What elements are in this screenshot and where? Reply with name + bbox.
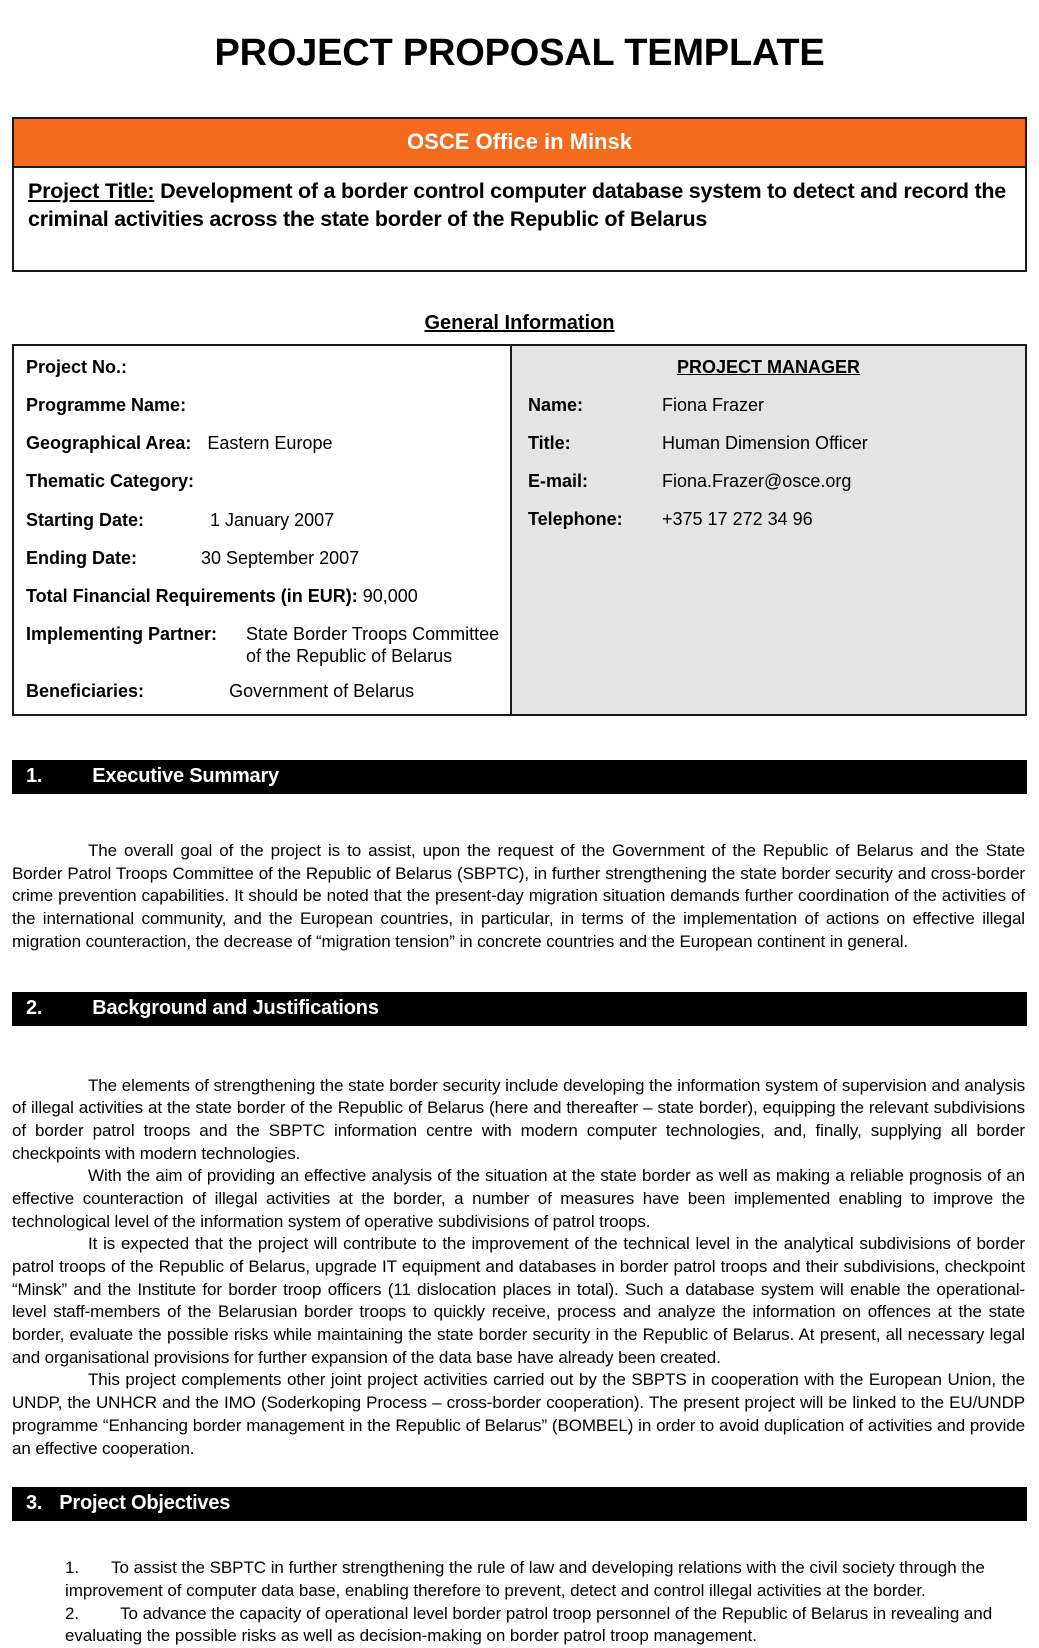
general-information-table <box>12 344 1027 716</box>
section-3-objectives-list <box>12 1557 1025 1648</box>
project-manager-email-label: E-mail: <box>528 470 589 491</box>
section-header-project-objectives <box>12 1487 1027 1521</box>
field-implementing-partner <box>26 624 510 666</box>
field-geographical-area-value: Eastern Europe <box>207 433 333 454</box>
field-beneficiaries <box>26 681 510 702</box>
project-manager-heading-text: PROJECT MANAGER <box>676 356 860 377</box>
field-thematic-category <box>26 471 510 492</box>
field-geographical-area <box>26 433 510 454</box>
objective-2-number: 2. <box>65 1603 80 1623</box>
section-1-number: 1. <box>26 765 43 788</box>
project-manager-email-value: Fiona.Frazer@osce.org <box>662 470 852 491</box>
project-manager-telephone-row <box>512 509 1025 530</box>
field-total-financial-requirements <box>26 586 510 607</box>
section-2-paragraph-3: It is expected that the project will contribute to the improvement of the technical level in the analytical subdivisions of border patrol troops of the Republic of Belarus, upgrade IT equipment and databases in border patrol troops and their subdivisions, checkpoint “Minsk” and the Institute for border troop officers (11 dislocation places in total). Such a database system will enable the operational-level staff-members of the Belarusian border troops to quickly receive, process and analyze the information on offences at the state border, evaluate the possible risks while maintaining the state border security in the Republic of Belarus. At present, all necessary legal and organisational provisions for further expansion of the data base have already been created. <box>12 1234 1025 1367</box>
project-manager-telephone-label: Telephone: <box>528 508 623 529</box>
field-implementing-partner-value: State Border Troops Committee of the Republic of Belarus <box>246 624 500 666</box>
project-title-block <box>12 117 1027 272</box>
objective-1-number: 1. <box>65 1558 80 1578</box>
section-3-name: Project Objectives <box>59 1492 231 1515</box>
general-information-heading <box>12 312 1027 335</box>
section-3-number: 3. <box>26 1492 43 1515</box>
project-manager-telephone-value: +375 17 272 34 96 <box>662 508 813 529</box>
section-header-executive-summary <box>12 760 1027 794</box>
field-geographical-area-label: Geographical Area: <box>26 433 192 454</box>
page-title: PROJECT PROPOSAL TEMPLATE <box>214 32 825 74</box>
project-manager-name-row <box>512 395 1025 416</box>
objective-item-2 <box>12 1603 1025 1648</box>
objective-item-1 <box>12 1557 1025 1602</box>
field-beneficiaries-label: Beneficiaries: <box>26 680 145 701</box>
field-programme-name <box>26 395 510 416</box>
field-ending-date-label: Ending Date: <box>26 547 137 568</box>
project-manager-panel <box>512 346 1025 714</box>
project-manager-heading <box>512 357 1025 378</box>
section-2-body <box>12 1075 1025 1461</box>
project-manager-email-row <box>512 471 1025 492</box>
section-header-background-and-justifications <box>12 992 1027 1026</box>
field-total-financial-requirements-value: 90,000 <box>357 586 418 607</box>
project-manager-name-label: Name: <box>528 394 584 415</box>
section-2-paragraph-1: The elements of strengthening the state border security include developing the information system of supervision and analysis of illegal activities at the state border of the Republic of Belarus (here and thereafter – state border), equipping the relevant subdivisions of border patrol troops and the SBPTC information centre with modern computer technologies, and, finally, supplying all border checkpoints with modern technologies. <box>12 1075 1025 1163</box>
field-starting-date-label: Starting Date: <box>26 509 145 530</box>
section-1-body <box>12 840 1025 953</box>
field-project-no <box>26 357 510 378</box>
section-2-paragraph-4: This project complements other joint project activities carried out by the SBPTS in cooperation with the European Union, the UNDP, the UNHCR and the IMO (Soderkoping Process – cross-border cooperation). The present project will be linked to the EU/UNDP programme “Enhancing border management in the Republic of Belarus” (BOMBEL) in order to avoid duplication of activities and provide an effective cooperation. <box>12 1370 1025 1458</box>
section-1-paragraph-1: The overall goal of the project is to assist, upon the request of the Government of the Republic of Belarus and the State Border Patrol Troops Committee of the Republic of Belarus (SBPTC), in further strengthening the state border security and cross-border crime prevention capabilities. It should be noted that the present-day migration situation demands further coordination of the activities of the international community, and the European countries, in particular, in terms of the implementation of actions on effective illegal migration counteraction, the decrease of “migration tension” in concrete countries and the European continent in general. <box>12 841 1025 951</box>
field-ending-date-value: 30 September 2007 <box>201 547 360 568</box>
project-manager-title-value: Human Dimension Officer <box>662 432 868 453</box>
field-starting-date <box>26 510 510 531</box>
field-implementing-partner-label: Implementing Partner: <box>26 624 218 645</box>
field-programme-name-label: Programme Name: <box>26 395 187 415</box>
project-title-label: Project Title: <box>28 178 155 203</box>
project-manager-title-row <box>512 433 1025 454</box>
field-beneficiaries-value: Government of Belarus <box>229 680 415 701</box>
field-ending-date <box>26 548 510 569</box>
project-manager-name-value: Fiona Frazer <box>662 394 765 415</box>
general-information-left-column <box>14 346 512 714</box>
section-1-name: Executive Summary <box>92 765 279 788</box>
objective-2-text: To advance the capacity of operational level border patrol troop personnel of the Republic of Belarus in revealing and evaluating the possible risks as well as decision-making on border patrol troop management. <box>65 1603 993 1646</box>
field-thematic-category-label: Thematic Category: <box>26 471 195 492</box>
objective-1-text: To assist the SBPTC in further strengthening the rule of law and developing relations with the civil society through the improvement of computer data base, enabling therefore to prevent, detect and control illegal activities at the border. <box>65 1558 985 1600</box>
project-manager-title-label: Title: <box>528 432 571 453</box>
project-title-cell <box>14 168 1025 270</box>
project-title-value: Development of a border control computer database system to detect and record the criminal activities across the state border of the Republic of Belarus <box>28 178 1006 231</box>
section-2-number: 2. <box>26 996 43 1019</box>
field-starting-date-value: 1 January 2007 <box>210 509 335 530</box>
osce-office-banner: OSCE Office in Minsk <box>14 119 1025 168</box>
field-total-financial-requirements-label: Total Financial Requirements (in EUR): <box>26 586 358 607</box>
general-information-heading-text: General Information <box>424 311 615 334</box>
section-2-name: Background and Justifications <box>92 996 379 1019</box>
field-project-no-label: Project No.: <box>26 356 128 377</box>
section-2-paragraph-2: With the aim of providing an effective analysis of the situation at the state border as well as making a reliable prognosis of an effective counteraction of illegal activities at the border, a number of measures have been implemented enabling to improve the technological level of the information system of operative subdivisions of patrol troops. <box>12 1166 1025 1231</box>
